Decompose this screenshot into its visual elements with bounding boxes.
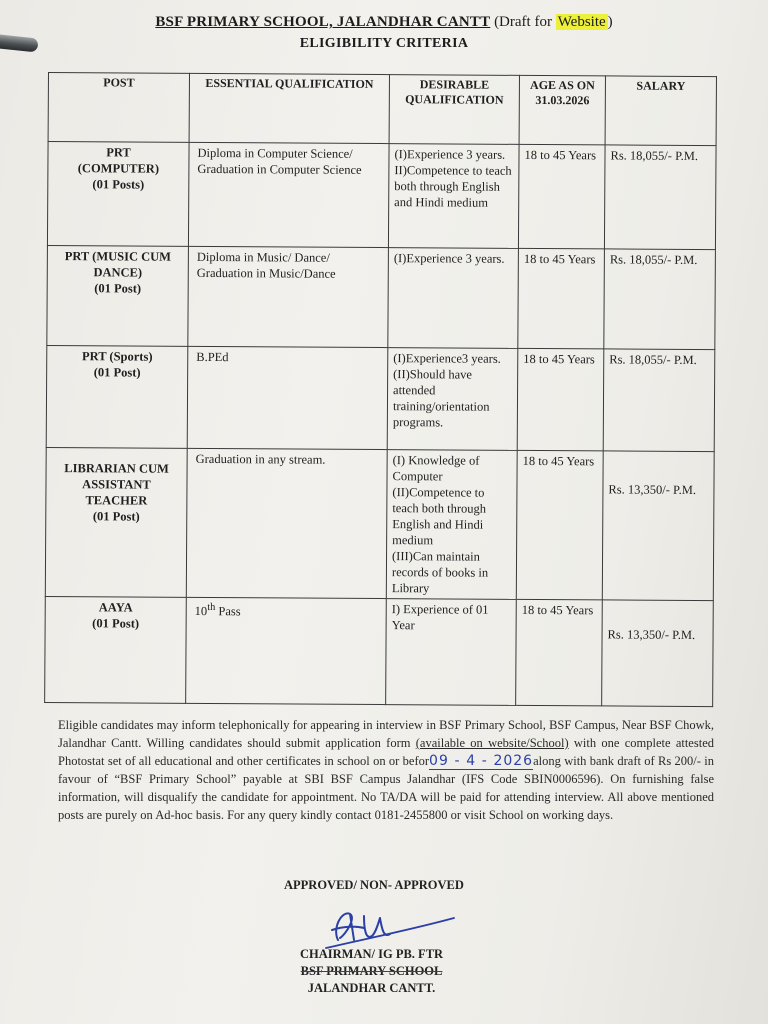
essential-cell: Diploma in Music/ Dance/ Graduation in Music/Dance: [188, 246, 389, 347]
column-header-desirable: DESIRABLE QUALIFICATION: [389, 75, 519, 145]
eligibility-table: [44, 72, 717, 707]
post-cell: PRT (MUSIC CUM DANCE) (01 Post): [47, 245, 189, 346]
desirable-cell: (I) Knowledge of Computer (II)Competence to teach both through English and Hindi medium (III)Can maintain records of books in Library: [386, 450, 517, 600]
post-cell: PRT (COMPUTER) (01 Posts): [47, 142, 189, 247]
table-row: [47, 245, 716, 349]
desirable-cell: I) Experience of 01 Year: [386, 599, 517, 706]
table-row: [45, 596, 714, 706]
essential-cell: 10th Pass: [186, 597, 387, 704]
salary-cell: Rs. 18,055/- P.M.: [603, 349, 715, 452]
handwritten-date: 09 - 4 - 2026: [429, 753, 534, 769]
instructions-paragraph: Eligible candidates may inform telephonically for appearing in interview in BSF Primary School, BSF Campus, Near BSF Chowk, Jalandhar Cantt. Willing candidates should submit application form (available on website/School) with one complete attested Photostat set of all educational and other certificates in school on or befor09 - 4 - 2026along with bank draft of Rs 200/- in favour of “BSF Primary School” payable at SBI BSF Campus Jalandhar (IFS Code SBIN0006596). On furnishing false information, will disqualify the candidate for appointment. No TA/DA will be paid for attending interview. All above mentioned posts are purely on Ad-hoc basis. For any query kindly contact 0181-2455800 or visit School on working days.: [58, 718, 714, 822]
age-cell: 18 to 45 Years: [517, 348, 604, 451]
age-cell: 18 to 45 Years: [518, 144, 605, 249]
post-cell: LIBRARIAN CUM ASSISTANT TEACHER (01 Post): [45, 447, 187, 597]
post-cell: AAYA (01 Post): [45, 596, 187, 703]
school-name: BSF PRIMARY SCHOOL, JALANDHAR CANTT: [155, 14, 491, 30]
signatory-school: BSF PRIMARY SCHOOL: [300, 964, 443, 978]
signatory-designation: CHAIRMAN/ IG PB. FTR: [300, 947, 444, 961]
column-header-age: AGE AS ON 31.03.2026: [519, 75, 605, 145]
draft-note: (Draft for Website ): [494, 14, 613, 30]
essential-cell: B.PEd: [187, 346, 388, 449]
desirable-cell: (I)Experience 3 years. II)Competence to teach both through English and Hindi medium: [388, 144, 519, 249]
table-row: [45, 447, 714, 600]
signatory-location: JALANDHAR CANTT.: [307, 981, 436, 995]
salary-cell: Rs. 13,350/- P.M.: [602, 600, 714, 707]
age-cell: 18 to 45 Years: [516, 599, 603, 706]
age-cell: 18 to 45 Years: [518, 248, 605, 349]
column-header-salary: SALARY: [605, 76, 716, 146]
essential-cell: Diploma in Computer Science/ Graduation in Computer Science: [188, 142, 389, 247]
approval-status: APPROVED/ NON- APPROVED: [284, 878, 464, 892]
table-row: [46, 345, 715, 451]
table-header-row: [48, 73, 716, 146]
column-header-essential: ESSENTIAL QUALIFICATION: [189, 73, 389, 143]
availability-note: (available on website/School): [415, 736, 569, 750]
age-cell: 18 to 45 Years: [516, 450, 603, 600]
signature-mark: [320, 900, 460, 952]
table-row: [47, 142, 716, 250]
signatory-block: [300, 946, 443, 997]
column-header-post: POST: [48, 73, 189, 143]
salary-cell: Rs. 13,350/- P.M.: [602, 451, 714, 601]
salary-cell: Rs. 18,055/- P.M.: [604, 249, 716, 350]
salary-cell: Rs. 18,055/- P.M.: [604, 145, 716, 250]
document-title: ELIGIBILITY CRITERIA: [299, 36, 469, 51]
document-header: [0, 14, 768, 31]
desirable-cell: (I)Experience 3 years.: [388, 248, 519, 349]
desirable-cell: (I)Experience3 years. (II)Should have attended training/orientation programs.: [387, 348, 518, 451]
essential-cell: Graduation in any stream.: [186, 448, 387, 598]
post-cell: PRT (Sports) (01 Post): [46, 345, 188, 448]
highlighted-word: Website: [557, 14, 606, 30]
